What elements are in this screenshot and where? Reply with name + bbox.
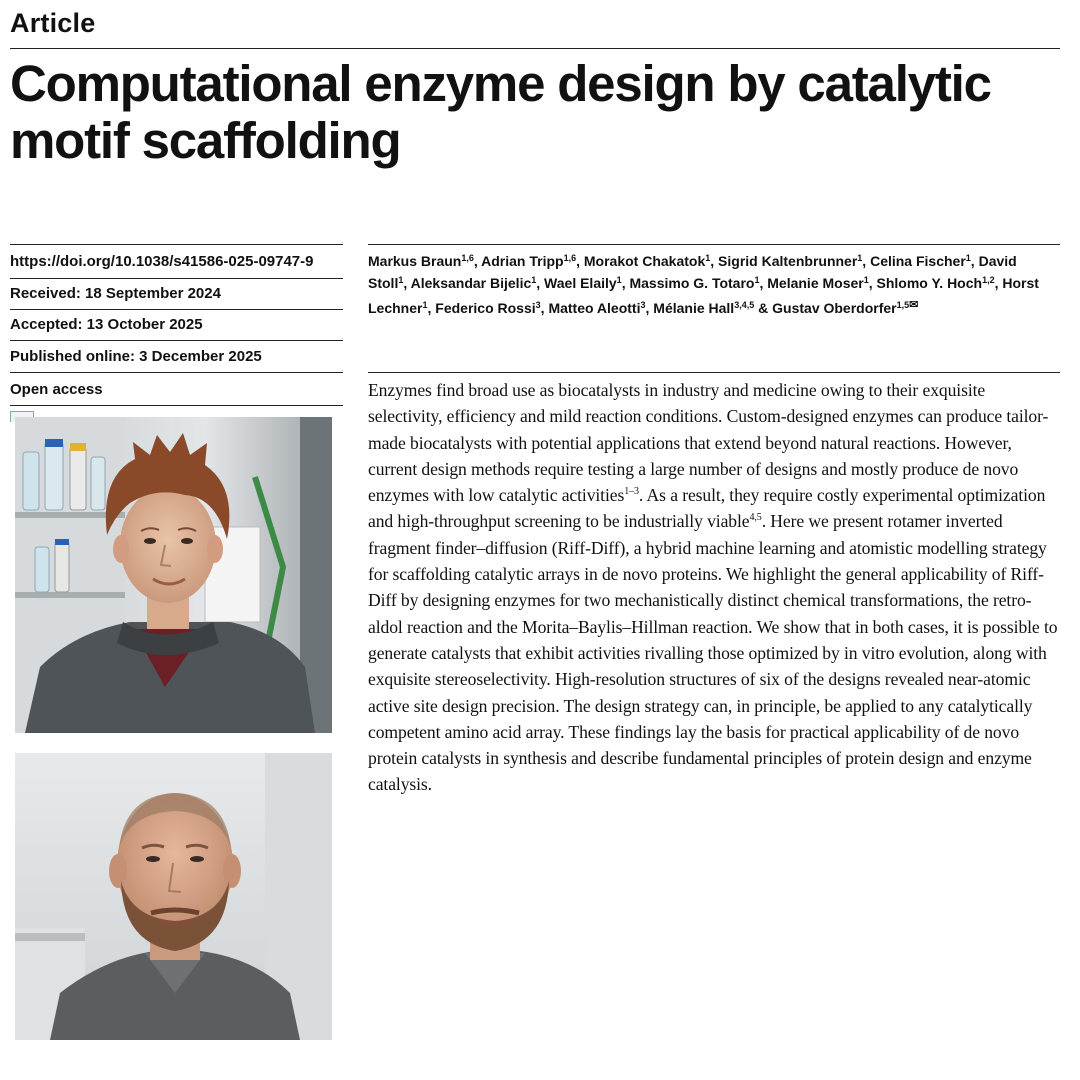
meta-divider: [10, 309, 343, 310]
author-name[interactable]: Massimo G. Totaro: [629, 275, 755, 291]
author-photo: [15, 417, 332, 733]
author-affiliation: 1: [857, 253, 863, 263]
author-name[interactable]: Melanie Moser: [767, 275, 864, 291]
author-affiliation: 1: [863, 275, 869, 285]
doi-link[interactable]: https://doi.org/10.1038/s41586-025-09747-9: [10, 253, 314, 270]
header-divider: [10, 48, 1060, 49]
author-affiliation: 1,5: [896, 300, 910, 310]
author-affiliation: 1,6: [461, 253, 474, 263]
published-date: Published online: 3 December 2025: [10, 348, 262, 365]
citation-ref[interactable]: 4,5: [749, 512, 762, 524]
meta-divider: [10, 340, 343, 341]
open-access-label: Open access: [10, 381, 103, 398]
author-name[interactable]: Matteo Aleotti: [548, 300, 641, 316]
author-affiliation: 3: [535, 300, 541, 310]
meta-divider: [10, 372, 343, 373]
author-name[interactable]: Gustav Oberdorfer: [772, 300, 897, 316]
meta-divider: [10, 405, 343, 406]
author-photo: [15, 753, 332, 1040]
abstract-text: Enzymes find broad use as biocatalysts in industry and medicine owing to their exquisite selectivity, efficiency and mild reaction conditions. Custom-designed enzymes can produce tailor-made biocatalysts with potential applications that extend beyond natural reactions. However, current design methods require testing a large number of designs and mostly produce de novo enzymes with low catalytic activities: [368, 380, 1049, 506]
author-affiliation: 1: [705, 253, 711, 263]
author-name[interactable]: Shlomo Y. Hoch: [876, 275, 983, 291]
author-photo-illustration: [15, 417, 332, 733]
author-affiliation: 3,4,5: [734, 300, 755, 310]
author-photo-illustration: [15, 753, 332, 1040]
author-name[interactable]: Morakot Chakatok: [583, 253, 706, 269]
author-name[interactable]: Mélanie Hall: [653, 300, 735, 316]
meta-divider: [10, 278, 343, 279]
author-affiliation: 1: [531, 275, 537, 285]
author-name[interactable]: Adrian Tripp: [481, 253, 564, 269]
author-name[interactable]: Markus Braun: [368, 253, 462, 269]
author-affiliation: 1: [422, 300, 428, 310]
abstract-text: . As a result, they require costly experimental optimization and high-throughput screening to be industrially viable: [368, 485, 1046, 532]
accepted-date: Accepted: 13 October 2025: [10, 316, 203, 333]
author-affiliation: 1: [398, 275, 404, 285]
citation-ref[interactable]: 1–3: [624, 486, 639, 498]
author-affiliation: 1: [616, 275, 622, 285]
abstract-divider: [368, 372, 1060, 373]
author-name[interactable]: Sigrid Kaltenbrunner: [718, 253, 858, 269]
received-date: Received: 18 September 2024: [10, 285, 221, 302]
author-name[interactable]: David Stoll: [368, 253, 1017, 291]
authors-divider-top: [368, 244, 1060, 245]
author-affiliation: 1,2: [982, 275, 995, 285]
meta-divider-top: [10, 244, 343, 245]
author-list: Markus Braun$^{1,6}$, Adrian Tripp$^{1,6}$, Morakot Chakatok$^1$, Sigrid Kaltenbrunner$^1$, Celina Fischer$^1$, David Stoll$^1$, Aleksandar Bijelic$^1$, Wael Elaily$^1$, Massimo G. Totaro$^1$, Melanie Moser$^1$, Shlomo Y. Hoch$^{1,2}$, Horst Lechner$^1$, Federico Rossi$^3$, Matteo Aleotti$^3$, Mélanie Hall$^{3,4,5}$ & Gustav Oberdorfer$^{1,5✉}$: [368, 253, 1039, 316]
abstract: [368, 377, 1060, 798]
author-name[interactable]: Aleksandar Bijelic: [410, 275, 532, 291]
abstract-text: . Here we present rotamer inverted fragment finder–diffusion (Riff-Diff), a hybrid machine learning and atomistic modelling strategy for scaffolding catalytic arrays in de novo proteins. We highlight the general applicability of Riff-Diff by designing enzymes for two mechanistically distinct chemical transformations, the retro-aldol reaction and the Morita–Baylis–Hillman reaction. We show that in both cases, it is possible to generate catalysts that exhibit activities rivalling those optimized by in vitro evolution, along with exquisite stereoselectivity. High-resolution structures of six of the designs revealed near-atomic active site design precision. The design strategy can, in principle, be applied to any catalytically competent amino acid array. These findings lay the basis for practical applicability of de novo protein catalysts in synthesis and describe fundamental principles of protein design and enzyme catalysis.: [368, 511, 1058, 795]
author-name[interactable]: Celina Fischer: [870, 253, 966, 269]
author-name[interactable]: Wael Elaily: [544, 275, 617, 291]
author-affiliation: 1,6: [563, 253, 577, 263]
page-title: Computational enzyme design by catalytic motif scaffolding: [10, 55, 991, 169]
author-name[interactable]: Horst Lechner: [368, 275, 1039, 316]
author-conjunction: &: [758, 300, 769, 316]
corresponding-author-icon[interactable]: ✉: [909, 299, 919, 311]
author-name[interactable]: Federico Rossi: [435, 300, 536, 316]
article-type-label: Article: [10, 8, 96, 38]
author-affiliation: 1: [754, 275, 760, 285]
author-affiliation: 3: [640, 300, 646, 310]
author-affiliation: 1: [965, 253, 971, 263]
